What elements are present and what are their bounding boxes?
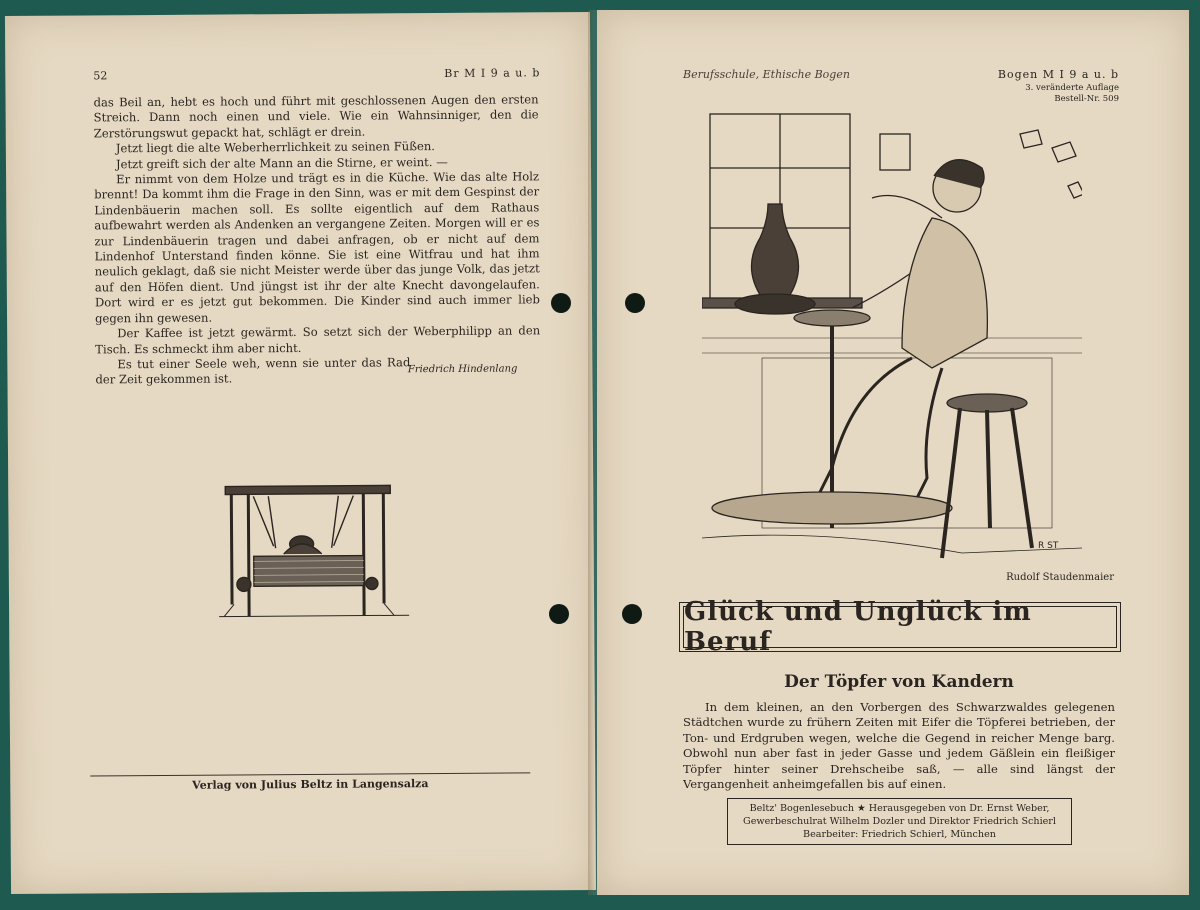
right-page xyxy=(597,10,1189,895)
credit-line: Gewerbeschulrat Wilhelm Dozler und Direktor Friedrich Schierl xyxy=(743,816,1056,827)
punch-hole xyxy=(625,293,645,313)
illustration-credit: Rudolf Staudenmaier xyxy=(1006,572,1114,583)
credit-line: Bearbeiter: Friedrich Schierl, München xyxy=(803,829,996,840)
right-header-code: Bogen M I 9 a u. b xyxy=(997,68,1119,81)
page-number: 52 xyxy=(93,69,108,83)
edition-label: 3. veränderte Auflage xyxy=(1025,83,1119,93)
left-paragraph: Es tut einer Seele weh, wenn sie unter das Rad der Zeit gekommen ist. xyxy=(95,355,411,387)
left-paragraph: Der Kaffee ist jetzt gewärmt. So setzt sich der Weberphilipp an den Tisch. Es schmeckt ihm aber nicht. xyxy=(95,323,541,356)
left-header-code: Br M I 9 a u. b xyxy=(444,66,541,80)
left-body-text xyxy=(93,92,540,388)
loom-illustration xyxy=(213,475,414,626)
left-page xyxy=(5,12,596,894)
illustration-signature: R ST xyxy=(1038,541,1059,551)
potter-illustration xyxy=(702,108,1082,568)
punch-hole xyxy=(549,604,569,624)
publisher-footer: Verlag von Julius Beltz in Langensalza xyxy=(192,777,429,792)
right-paragraph: In dem kleinen, an den Vorbergen des Schwarzwaldes gelegenen Städtchen wurde zu frühern Zeiten mit Eifer die Töpferei betrieben, der Ton- und Erdgruben wegen, welche die Gegend in reicher Menge barg. Obwohl nun aber fast in jeder Gasse und jedem Gäßlein ein fleißiger Töpfer hinter seiner Drehscheibe saß, — alle sind längst der Vergangenheit anheimgefallen bis auf einen. xyxy=(683,700,1115,792)
punch-hole xyxy=(551,293,571,313)
story-title: Der Töpfer von Kandern xyxy=(784,672,1014,692)
order-number: Bestell-Nr. 509 xyxy=(1054,94,1119,104)
left-paragraph: Jetzt greift sich der alte Mann an die Stirne, er weint. — xyxy=(115,154,448,171)
left-paragraph: Jetzt liegt die alte Weberherrlichkeit zu seinen Füßen. xyxy=(115,139,435,156)
left-paragraph: Er nimmt von dem Holze und trägt es in die Küche. Wie das alte Holz brennt! Da kommt ihm die Frage in den Sinn, was er mit dem Gespinst der Lindenbäuerin machen soll. Es sollte eigentlich auf dem Rathaus aufbewahrt werden als Andenken an vergangene Zeiten. Morgen will er es zur Lindenbäuerin tragen und dabei anfragen, ob er nicht auf dem Lindenhof Unterstand finden könne. Sie ist eine Witfrau und hat ihm neulich geklagt, daß sie nicht Meister werde über das junge Volk, das jetzt auf den Höfen dient. Und jüngst ist ihr der alte Knecht davongelaufen. Dort wird er es jetzt gut bekommen. Die Kinder sind auch immer lieb gegen ihn gewesen. xyxy=(94,169,540,326)
left-author: Friedrich Hindenlang xyxy=(407,363,518,376)
credit-box xyxy=(727,798,1072,845)
left-paragraph: das Beil an, hebt es hoch und führt mit geschlossenen Augen den ersten Streich. Dann noch einen und viele. Wie ein Wahnsinniger, den die Zerstörungswut gepackt hat, schlägt er drein. xyxy=(93,92,539,141)
main-title: Glück und Unglück im Beruf xyxy=(683,606,1117,648)
credit-line: Beltz' Bogenlesebuch ★ Herausgegeben von Dr. Ernst Weber, xyxy=(749,803,1050,814)
right-header-series: Berufsschule, Ethische Bogen xyxy=(683,68,850,81)
punch-hole xyxy=(622,604,642,624)
